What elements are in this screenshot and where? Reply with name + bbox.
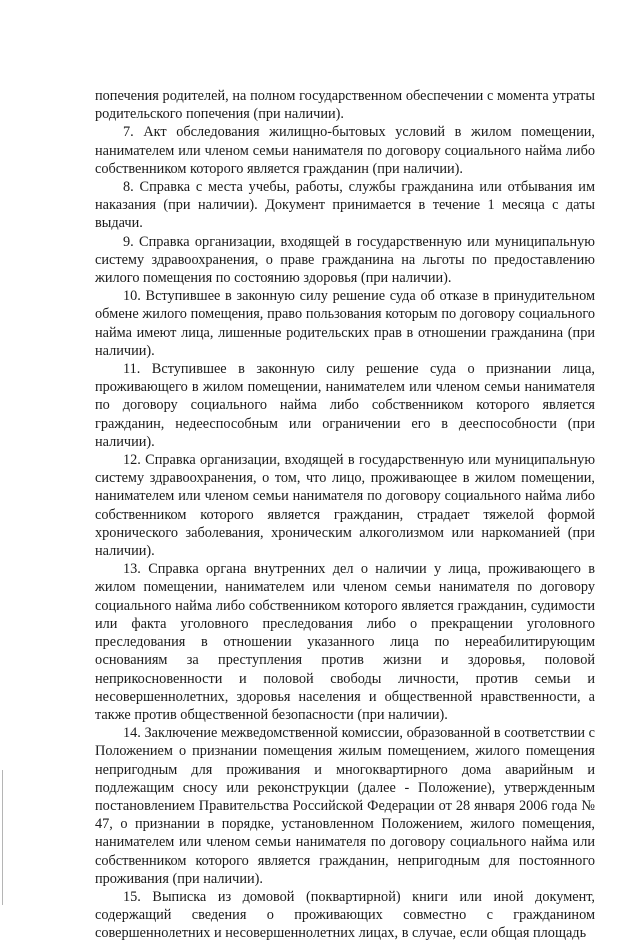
document-body bbox=[95, 87, 595, 943]
paragraph-item-15: 15. Выписка из домовой (поквартирной) книги или иной документ, содержащий сведения о проживающих совместно с гражданином совершеннолетних и несовершеннолетних лицах, в случае, если общая площадь bbox=[95, 888, 595, 942]
paragraph-item-8: 8. Справка с места учебы, работы, службы гражданина или отбывания им наказания (при наличии). Документ принимается в течение 1 месяца с даты выдачи. bbox=[95, 179, 595, 232]
paragraph-item-7: 7. Акт обследования жилищно-бытовых условий в жилом помещении, нанимателем или членом семьи нанимателя по договору социального найма либо собственником которого является гражданин (при наличии). bbox=[95, 124, 595, 177]
paragraph-item-13: 13. Справка органа внутренних дел о наличии у лица, проживающего в жилом помещении, нанимателем или членом семьи нанимателя по договору социального найма либо собственником которого является гражданин, судимости или факта уголовного преследования либо о прекращении уголовного преследования в отношении указанного лица по нереабилитирующим основаниям за преступления против жизни и здоровья, половой неприкосновенности и половой свободы личности, против семьи и несовершеннолетних, здоровья населения и общественной нравственности, а также против общественной безопасности (при наличии). bbox=[95, 561, 595, 723]
paragraph-continuation: попечения родителей, на полном государственном обеспечении с момента утраты родительского попечения (при наличии). bbox=[95, 88, 595, 123]
paragraph-item-11: 11. Вступившее в законную силу решение суда о признании лица, проживающего в жилом помещении, нанимателем или членом семьи нанимателя по договору социального найма либо собственником которого является гражданин, недееспособным или ограничении его в дееспособности (при наличии). bbox=[95, 361, 595, 450]
paragraph-item-14: 14. Заключение межведомственной комиссии, образованной в соответствии с Положением о признании помещения жилым помещением, жилого помещения непригодным для проживания и многоквартирного дома аварийным и подлежащим сносу или реконструкции (далее - Положение), утвержденным постановлением Правительства Российской Федерации от 28 января 2006 года № 47, о признании в порядке, установленном Положением, жилого помещения, нанимателем или членом семьи нанимателя по договору социального найма или собственником которого является гражданин, непригодным для постоянного проживания (при наличии). bbox=[95, 725, 595, 887]
paragraph-item-9: 9. Справка организации, входящей в государственную или муниципальную систему здравоохранения, о праве гражданина на льготы по предоставлению жилого помещения по состоянию здоровья (при наличии). bbox=[95, 233, 595, 287]
paragraph-item-10: 10. Вступившее в законную силу решение суда об отказе в принудительном обмене жилого помещения, право пользования которым по договору социального найма имеют лица, лишенные родительских прав в отношении гражданина (при наличии). bbox=[95, 288, 595, 359]
paragraph-item-12: 12. Справка организации, входящей в государственную или муниципальную систему здравоохранения, о том, что лицо, проживающее в жилом помещении, нанимателем или членом семьи нанимателя по договору социального найма либо собственником которого является гражданин, страдает тяжелой формой хронического заболевания, хроническим алкоголизмом или наркоманией (при наличии). bbox=[95, 452, 595, 560]
scan-edge-line bbox=[2, 770, 3, 905]
